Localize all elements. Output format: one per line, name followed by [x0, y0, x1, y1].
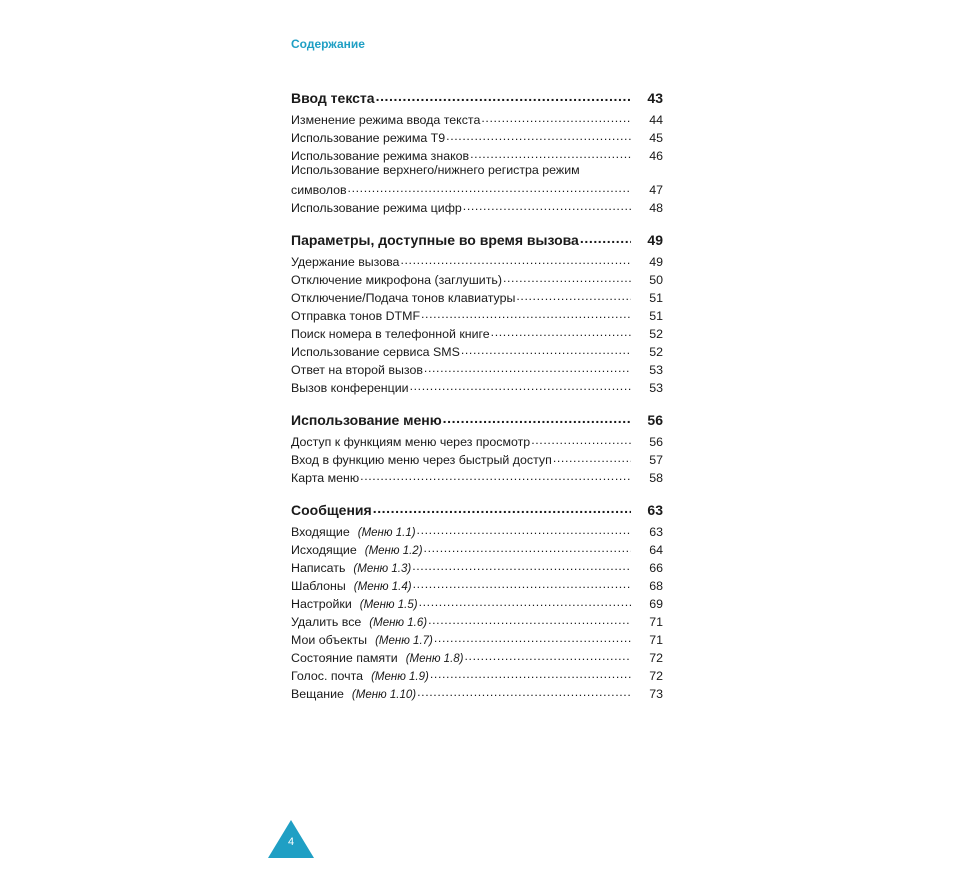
entry-menu-ref: (Меню 1.4)	[353, 581, 412, 593]
entry-menu-ref: (Меню 1.10)	[351, 689, 417, 701]
dot-leader	[360, 469, 631, 483]
toc-entry[interactable]	[291, 593, 663, 611]
entry-page-number: 57	[649, 453, 663, 467]
entry-page-number: 63	[649, 525, 663, 539]
entry-menu-ref: (Меню 1.5)	[359, 599, 418, 611]
entry-page-number: 45	[649, 131, 663, 145]
dot-leader	[503, 271, 631, 285]
toc-entry[interactable]	[291, 269, 663, 287]
entry-label: Поиск номера в телефонной книге	[291, 327, 490, 341]
toc-entry[interactable]	[291, 557, 663, 575]
dot-leader	[434, 631, 631, 645]
entry-label: Шаблоны	[291, 579, 346, 593]
dot-leader	[421, 307, 631, 321]
entry-page-number: 48	[649, 201, 663, 215]
entry-menu-ref: (Меню 1.8)	[405, 653, 464, 665]
entry-page-number: 64	[649, 543, 663, 557]
section-title-label: Параметры, доступные во время вызова	[291, 232, 579, 248]
dot-leader	[410, 379, 631, 393]
dot-leader	[461, 343, 631, 357]
toc-entry[interactable]	[291, 467, 663, 485]
dot-leader	[424, 361, 631, 375]
entry-menu-ref: (Меню 1.6)	[369, 617, 428, 629]
entry-label: Вызов конференции	[291, 381, 409, 395]
entry-label: Использование режима цифр	[291, 201, 462, 215]
table-of-contents	[291, 86, 663, 714]
entry-label: Удалить все	[291, 615, 362, 629]
toc-entry[interactable]	[291, 323, 663, 341]
dot-leader	[400, 253, 631, 267]
dot-leader	[446, 129, 631, 143]
entry-label: Отключение микрофона (заглушить)	[291, 273, 502, 287]
toc-section	[291, 408, 663, 485]
entry-page-number: 53	[649, 381, 663, 395]
dot-leader	[348, 181, 631, 195]
entry-page-number: 53	[649, 363, 663, 377]
entry-label: Использование сервиса SMS	[291, 345, 460, 359]
entry-page-number: 51	[649, 309, 663, 323]
entry-label: Использование режима T9	[291, 131, 446, 145]
entry-page-number: 47	[649, 183, 663, 197]
dot-leader	[516, 289, 631, 303]
dot-leader	[417, 523, 631, 537]
toc-entry[interactable]	[291, 127, 663, 145]
entry-page-number: 72	[649, 669, 663, 683]
toc-entry[interactable]	[291, 629, 663, 647]
dot-leader	[413, 577, 631, 591]
entry-label: Состояние памяти	[291, 651, 398, 665]
page-number-badge	[268, 820, 314, 858]
toc-entry[interactable]	[291, 647, 663, 665]
entry-page-number: 72	[649, 651, 663, 665]
entry-page-number: 68	[649, 579, 663, 593]
section-page-number: 63	[647, 502, 663, 518]
section-title-label: Ввод текста	[291, 90, 375, 106]
toc-entry[interactable]	[291, 359, 663, 377]
entry-page-number: 66	[649, 561, 663, 575]
entry-label: Отправка тонов DTMF	[291, 309, 421, 323]
entry-page-number: 73	[649, 687, 663, 701]
entry-page-number: 52	[649, 345, 663, 359]
dot-leader	[419, 595, 631, 609]
entry-label: Настройки	[291, 597, 352, 611]
dot-leader	[463, 199, 631, 213]
dot-leader	[531, 433, 631, 447]
dot-leader	[553, 451, 631, 465]
toc-entry[interactable]	[291, 539, 663, 557]
dot-leader	[428, 613, 631, 627]
entry-label: Использование режима знаков	[291, 149, 470, 163]
entry-page-number: 49	[649, 255, 663, 269]
entry-label-line2: символов	[291, 183, 347, 197]
entry-label: Голос. почта	[291, 669, 364, 683]
entry-menu-ref: (Меню 1.2)	[364, 545, 423, 557]
toc-entry[interactable]	[291, 683, 663, 701]
toc-entry[interactable]	[291, 521, 663, 539]
entry-label: Удержание вызова	[291, 255, 400, 269]
dot-leader	[430, 667, 631, 681]
entry-label: Доступ к функциям меню через просмотр	[291, 435, 531, 449]
toc-entry[interactable]	[291, 341, 663, 359]
entry-page-number: 58	[649, 471, 663, 485]
entry-page-number: 46	[649, 149, 663, 163]
section-page-number: 43	[647, 90, 663, 106]
section-title[interactable]	[291, 498, 663, 518]
entry-page-number: 56	[649, 435, 663, 449]
toc-section	[291, 498, 663, 701]
entry-page-number: 71	[649, 633, 663, 647]
dot-leader	[424, 541, 631, 555]
toc-entry[interactable]	[291, 305, 663, 323]
toc-entry[interactable]	[291, 145, 663, 163]
entry-label-line1: Использование верхнего/нижнего регистра режим	[291, 163, 580, 177]
dot-leader	[412, 559, 631, 573]
entry-label: Вход в функцию меню через быстрый доступ	[291, 453, 552, 467]
page-number: 4	[287, 836, 295, 848]
dot-leader	[481, 111, 631, 125]
entry-page-number: 50	[649, 273, 663, 287]
section-title[interactable]	[291, 228, 663, 248]
entry-menu-ref: (Меню 1.9)	[371, 671, 429, 683]
toc-entry[interactable]	[291, 163, 663, 197]
dot-leader	[373, 500, 631, 516]
dot-leader	[376, 88, 631, 104]
entry-page-number: 52	[649, 327, 663, 341]
dot-leader	[491, 325, 631, 339]
entry-page-number: 51	[649, 291, 663, 305]
toc-entry[interactable]	[291, 377, 663, 395]
entry-label: Написать	[291, 561, 346, 575]
dot-leader	[580, 230, 631, 246]
entry-menu-ref: (Меню 1.3)	[353, 563, 412, 575]
entry-page-number: 44	[649, 113, 663, 127]
toc-entry[interactable]	[291, 665, 663, 683]
entry-label: Отключение/Подача тонов клавиатуры	[291, 291, 516, 305]
toc-section	[291, 228, 663, 395]
section-page-number: 49	[647, 232, 663, 248]
entry-label: Исходящие	[291, 543, 357, 557]
toc-entry[interactable]	[291, 431, 663, 449]
dot-leader	[470, 147, 631, 161]
page-header: Содержание	[291, 37, 365, 51]
dot-leader	[417, 685, 631, 699]
dot-leader	[443, 410, 631, 426]
entry-label: Мои объекты	[291, 633, 368, 647]
toc-entry[interactable]	[291, 287, 663, 305]
entry-label: Карта меню	[291, 471, 360, 485]
entry-label: Изменение режима ввода текста	[291, 113, 481, 127]
toc-entry[interactable]	[291, 611, 663, 629]
toc-entry[interactable]	[291, 449, 663, 467]
entry-label: Вещание	[291, 687, 344, 701]
entry-menu-ref: (Меню 1.7)	[375, 635, 433, 647]
section-title[interactable]	[291, 86, 663, 106]
toc-entry[interactable]	[291, 575, 663, 593]
toc-entry[interactable]	[291, 197, 663, 215]
section-title-label: Сообщения	[291, 502, 372, 518]
section-page-number: 56	[647, 412, 663, 428]
toc-entry[interactable]	[291, 251, 663, 269]
toc-entry[interactable]	[291, 109, 663, 127]
section-title-label: Использование меню	[291, 412, 442, 428]
entry-label: Входящие	[291, 525, 350, 539]
entry-page-number: 69	[649, 597, 663, 611]
entry-page-number: 71	[649, 615, 663, 629]
entry-menu-ref: (Меню 1.1)	[357, 527, 416, 539]
toc-section	[291, 86, 663, 215]
dot-leader	[465, 649, 632, 663]
section-title[interactable]	[291, 408, 663, 428]
entry-label: Ответ на второй вызов	[291, 363, 423, 377]
